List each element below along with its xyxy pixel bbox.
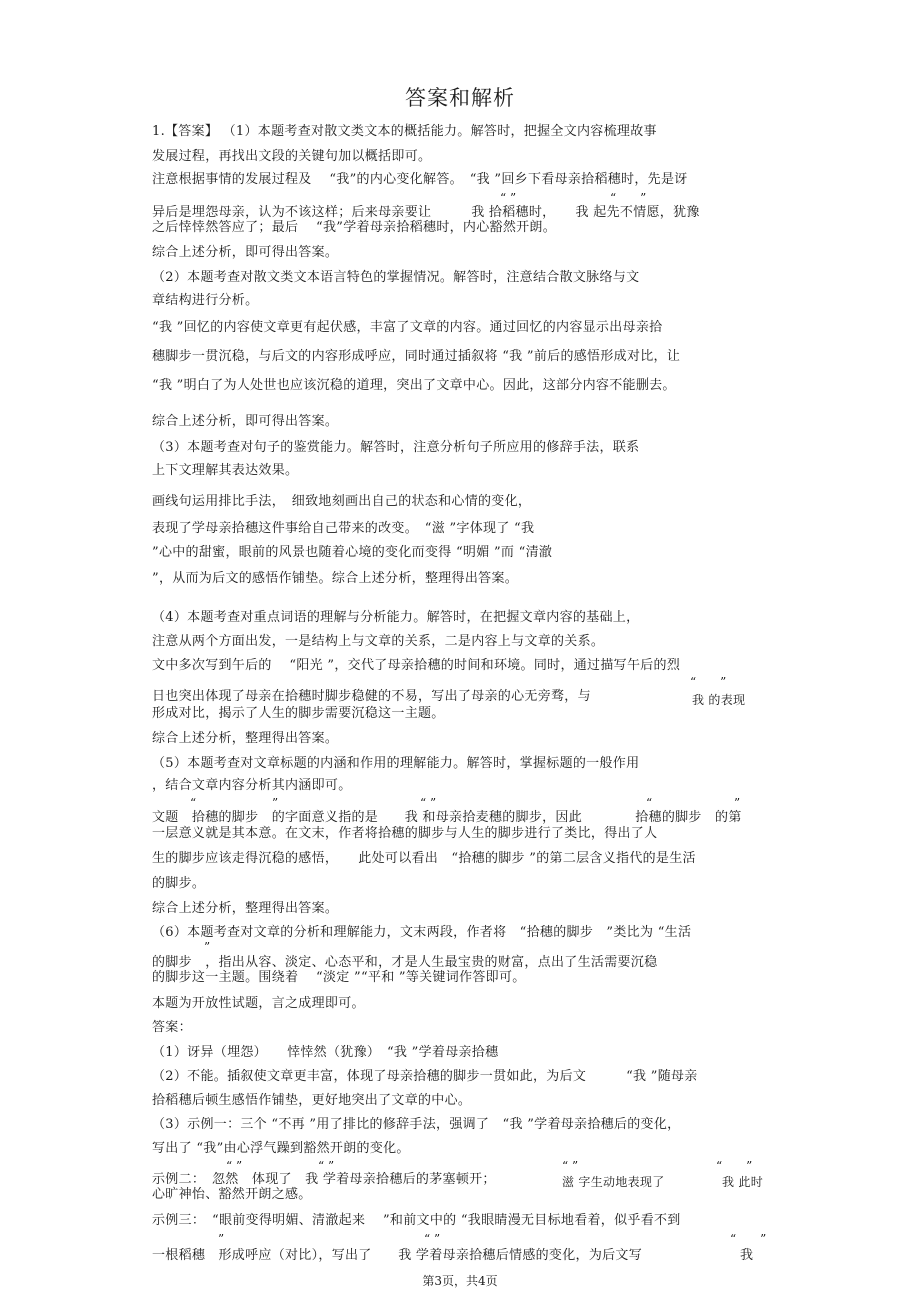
text-line: 写出了 “我”由心浮气躁到豁然开朗的变化。 bbox=[152, 1141, 410, 1156]
text-line: ”心中的甜蜜，眼前的风景也随着心境的变化而变得 “明媚 ”而 “清澈 bbox=[152, 545, 553, 560]
text-line: （2）本题考查对散文类文本语言特色的掌握情况。解答时，注意结合散文脉络与文 bbox=[152, 270, 640, 285]
text-line: （5）本题考查对文章标题的内涵和作用的理解能力。解答时，掌握标题的一般作用 bbox=[152, 756, 640, 771]
text-line: 文中多次写到午后的 “阳光 ”，交代了母亲拾穗的时间和环境。同时，通过描写午后的烈 bbox=[152, 658, 681, 673]
text-line: （4）本题考查对重点词语的理解与分析能力。解答时，在把握文章内容的基础上， bbox=[152, 610, 640, 625]
text-line: 答案： bbox=[152, 1020, 192, 1035]
text-line: 注意根据事情的发展过程及 “我”的内心变化解答。 “我 ”回乡下看母亲拾稻穗时，先是讶 bbox=[152, 172, 688, 187]
text-line: ”，从而为后文的感悟作铺垫。综合上述分析，整理得出答案。 bbox=[152, 571, 519, 586]
text-line: 文题 拾穗的脚步 的字面意义指的是 我 和母亲拾麦穗的脚步，因此 拾穗的脚步 的第 bbox=[152, 810, 742, 825]
quote-mark: ” bbox=[204, 940, 211, 954]
quote-mark: ” bbox=[734, 796, 741, 810]
text-line: 的脚步。 bbox=[152, 876, 206, 891]
text-line: 本题为开放性试题，言之成理即可。 bbox=[152, 996, 365, 1011]
text-line: 之后悻悻然答应了；最后 “我”学着母亲拾稻穗时，内心豁然开朗。 bbox=[152, 220, 557, 235]
text-line: 综合上述分析，即可得出答案。 bbox=[152, 245, 339, 260]
text-line: 画线句运用排比手法， 细致地刻画出自己的状态和心情的变化， bbox=[152, 494, 532, 509]
text-line: 发展过程，再找出文段的关键句加以概括即可。 bbox=[152, 149, 432, 164]
page-title: 答案和解析 bbox=[405, 86, 515, 110]
text-line: 拾稻穗后顿生感悟作铺垫，更好地突出了文章的中心。 bbox=[152, 1093, 472, 1108]
answer-item-2: （2）不能。插叙使文章更丰富，体现了母亲拾穗的脚步一贯如此，为后文 “我 ”随母亲 bbox=[152, 1069, 698, 1084]
quote-mark: “ bbox=[190, 796, 197, 810]
text-line: “我 ”明白了为人处世也应该沉稳的道理，突出了文章中心。因此，这部分内容不能删去。 bbox=[152, 378, 676, 393]
text-line: 的脚步 ，指出从容、淡定、心态平和，才是人生最宝贵的财富，点出了生活需要沉稳 bbox=[152, 955, 658, 970]
text-line: “我 ”回忆的内容使文章更有起伏感，丰富了文章的内容。通过回忆的内容显示出母亲拾 bbox=[152, 320, 663, 335]
example-2-line: 示例二： 忽然 体现了 我 学着母亲拾穗后的茅塞顿开； bbox=[152, 1172, 496, 1187]
text-line: 综合上述分析，整理得出答案。 bbox=[152, 901, 339, 916]
quote-mark: “ ” bbox=[500, 191, 517, 205]
text-line: 表现了学母亲拾穗这件事给自己带来的改变。 “滋 ”字体现了 “我 bbox=[152, 521, 535, 536]
text-line: 的脚步这一主题。围绕着 “淡定 ”“平和 ”等关键词作答即可。 bbox=[152, 970, 526, 985]
quote-mark: ” bbox=[218, 1232, 225, 1246]
text-line: 一根稻穗 形成呼应（对比），写出了 我 学着母亲拾穗后情感的变化，为后文写 bbox=[152, 1248, 643, 1263]
text-line: 一层意义就是其本意。在文末，作者将拾穗的脚步与人生的脚步进行了类比，得出了人 bbox=[152, 826, 658, 841]
quote-mark: ” bbox=[272, 796, 279, 810]
quote-mark: “ ” bbox=[716, 1159, 753, 1173]
text-line: 综合上述分析，即可得出答案。 bbox=[152, 414, 339, 429]
text-line: 我 bbox=[740, 1248, 754, 1263]
text-line: 滋 字生动地表现了 bbox=[562, 1175, 665, 1189]
page-number: 第3页，共4页 bbox=[422, 1274, 498, 1288]
quote-mark: “ ” bbox=[318, 1159, 335, 1173]
text-line: 上下文理解其表达效果。 bbox=[152, 463, 299, 478]
text-line: 异后是埋怨母亲，认为不该这样；后来母亲要让 我 拾稻穗时， 我 起先不情愿，犹豫 bbox=[152, 205, 700, 220]
text-line: 我 的表现 bbox=[692, 693, 746, 707]
text-line: 穗脚步一贯沉稳，与后文的内容形成呼应，同时通过插叙将 “我 ”前后的感悟形成对比，让 bbox=[152, 349, 681, 364]
text-line: 我 此时 bbox=[722, 1175, 764, 1189]
answer-item-1: （1）讶异（埋怨） 悻悻然（犹豫） “我 ”学着母亲拾穗 bbox=[152, 1045, 499, 1060]
quote-mark: “ bbox=[646, 796, 653, 810]
quote-mark: “ ” bbox=[562, 1159, 579, 1173]
text-line: 形成对比，揭示了人生的脚步需要沉稳这一主题。 bbox=[152, 706, 445, 721]
text-line: 生的脚步应该走得沉稳的感悟， 此处可以看出 “拾穗的脚步 ”的第二层含义指代的是生活 bbox=[152, 851, 696, 866]
text-line: 注意从两个方面出发，一是结构上与文章的关系，二是内容上与文章的关系。 bbox=[152, 634, 605, 649]
answer-item-3: （3）示例一：三个 “不再 ”用了排比的修辞手法，强调了 “我 ”学着母亲拾穗后的变化， bbox=[152, 1117, 681, 1132]
text-line: 心旷神怡、豁然开朗之感。 bbox=[152, 1187, 312, 1202]
quote-mark: “ ” bbox=[690, 675, 727, 689]
example-3-line: 示例三： “眼前变得明媚、清澈起来 ”和前文中的 “我眼睛漫无目标地看着，似乎看不到 bbox=[152, 1213, 681, 1228]
quote-mark: “ ” bbox=[610, 191, 647, 205]
text-line: （3）本题考查对句子的鉴赏能力。解答时，注意分析句子所应用的修辞手法，联系 bbox=[152, 440, 640, 455]
quote-mark: “ ” bbox=[730, 1232, 767, 1246]
text-line: （6）本题考查对文章的分析和理解能力，文末两段，作者将 “拾穗的脚步 ”类比为 “生活 bbox=[152, 925, 692, 940]
quote-mark: “ ” bbox=[420, 796, 437, 810]
text-line: 日也突出体现了母亲在拾穗时脚步稳健的不易，写出了母亲的心无旁骛，与 bbox=[152, 689, 591, 704]
text-line: ，结合文章内容分析其内涵即可。 bbox=[152, 778, 352, 793]
text-line: 章结构进行分析。 bbox=[152, 293, 259, 308]
quote-mark: “ ” bbox=[424, 1232, 441, 1246]
answer-1-line: 1.【答案】 （1）本题考查对散文类文本的概括能力。解答时，把握全文内容梳理故事 bbox=[152, 124, 657, 139]
text-line: 综合上述分析，整理得出答案。 bbox=[152, 731, 339, 746]
quote-mark: “ ” bbox=[226, 1159, 243, 1173]
